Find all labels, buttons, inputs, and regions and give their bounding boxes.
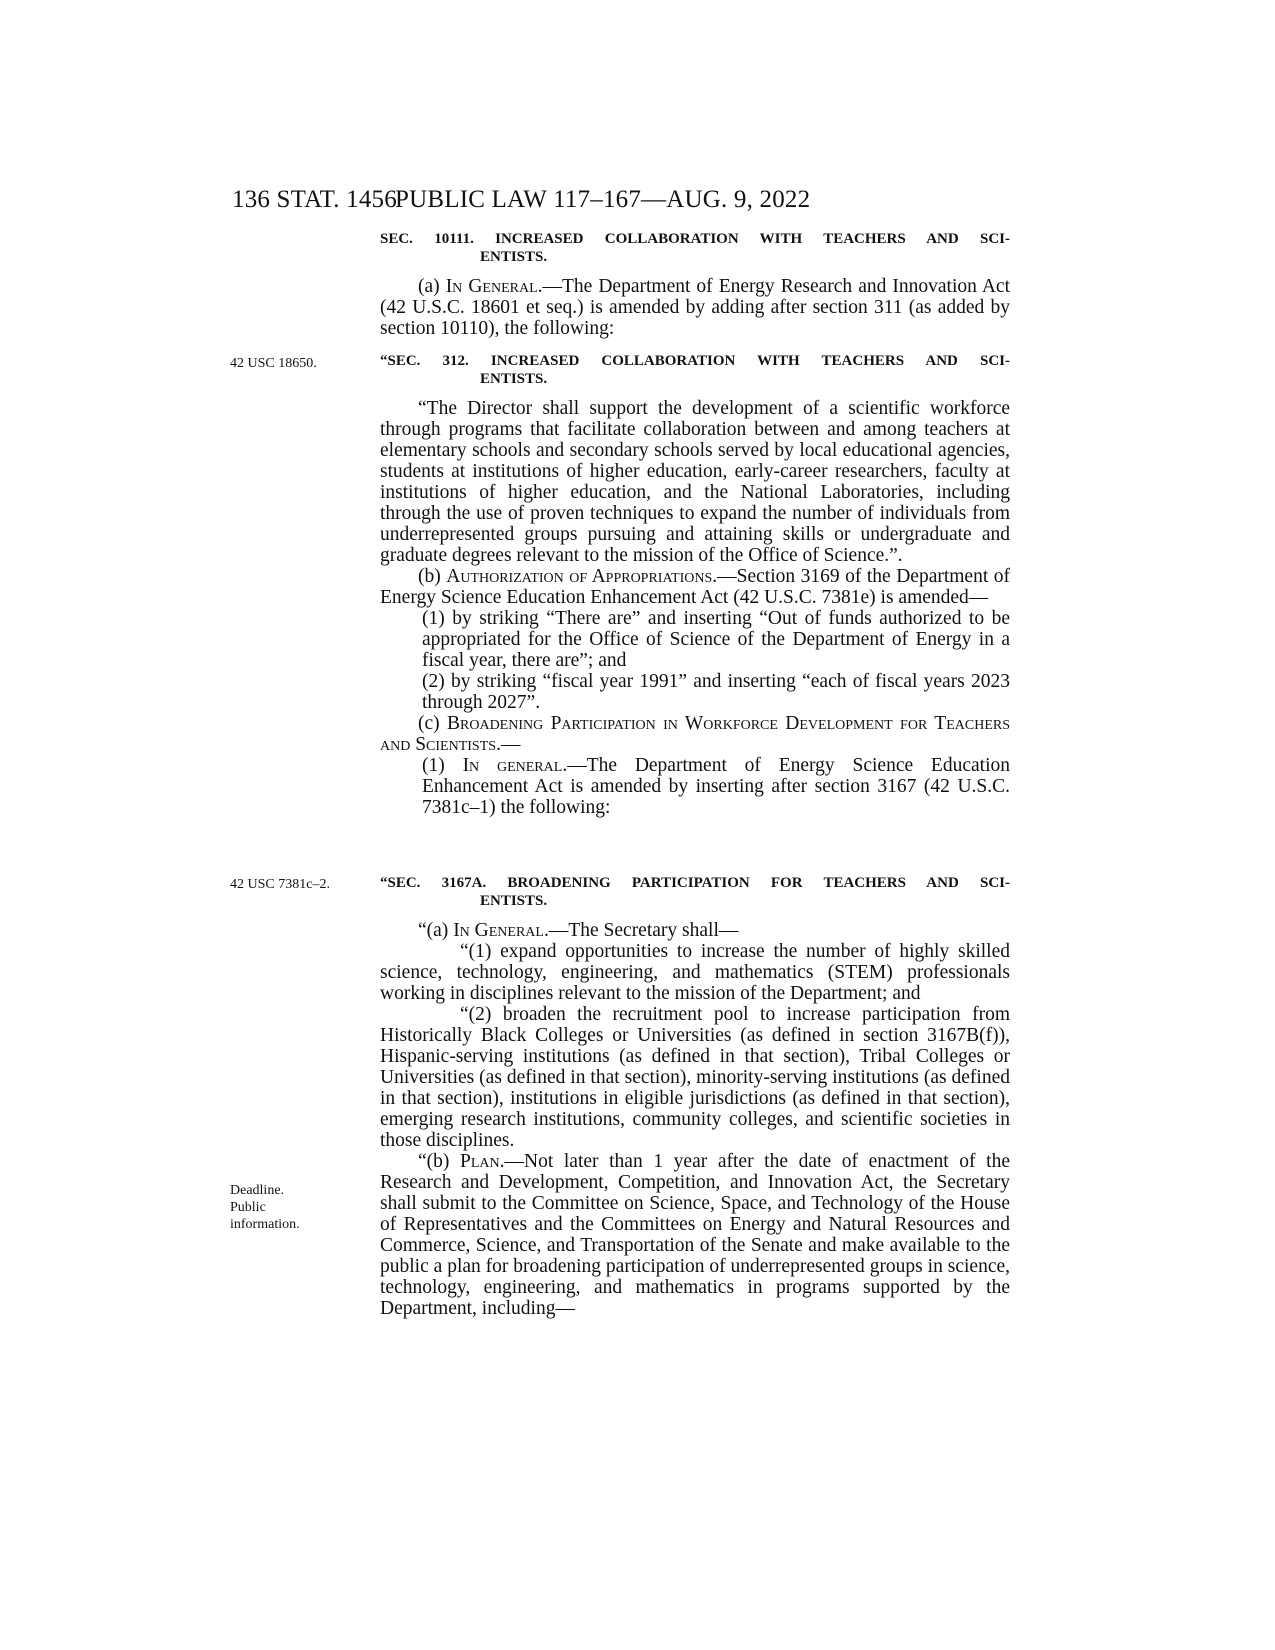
text: .—The Department of Energy Research and Innovation Act (42 U.S.C. 18601 et seq.) is amended by adding after section 311 (as added by section 10110), the following:	[380, 276, 1010, 339]
section-312-heading	[380, 352, 1010, 388]
label: (a)	[418, 276, 446, 297]
section-heading-line1: SEC. 10111. INCREASED COLLABORATION WITH TEACHERS AND SCI-	[380, 231, 1010, 247]
subsection-b	[380, 566, 1010, 608]
subsection-c	[380, 713, 1010, 755]
text: (1) by striking “There are” and inserting “Out of funds authorized to be appropriated for the Office of Science of the Department of Energy in a fiscal year, there are”; and	[422, 608, 1010, 671]
section-10111-heading	[380, 230, 1010, 266]
label: (c)	[418, 713, 447, 734]
page-header-title: PUBLIC LAW 117–167—AUG. 9, 2022	[395, 186, 811, 213]
text: .—Not later than 1 year after the date of enactment of the Research and Development, Competition, and Innovation Act, the Secretary shall submit to the Committee on Science, Space, and Technology of the House of Representatives and the Committees on Energy and Natural Resources and Commerce, Science, and Transportation of the Senate and make available to the public a plan for broadening participation of underrepresented groups in science, technology, engineering, and mathematics in programs supported by the Department, including—	[380, 1151, 1010, 1319]
subsection-a-item2: “(2) broaden the recruitment pool to increase participation from Historically Black Colleges or Universities (as defined in section 3167B(f)), Hispanic-serving institutions (as defined in that section), Tribal Colleges or Universities (as defined in that section), minority-serving institutions (as defined in that section), institutions in eligible jurisdictions (as defined in that section), emerging research institutions, community colleges, and scientific societies in those disciplines.	[380, 1004, 1010, 1151]
subsection-b	[380, 1151, 1010, 1319]
margin-note-line: information.	[230, 1217, 300, 1232]
section-heading-line1: “SEC. 3167A. BROADENING PARTICIPATION FOR TEACHERS AND SCI-	[380, 875, 1010, 891]
subsection-a-item1: “(1) expand opportunities to increase the number of highly skilled science, technology, engineering, and mathematics (STEM) professionals working in disciplines relevant to the mission of the Department; and	[380, 941, 1010, 1004]
subsection-c-item1	[380, 755, 1010, 818]
text: .—Section 3169 of the Department of Energy Science Education Enhancement Act (42 U.S.C. 7381e) is amended—	[380, 566, 1010, 608]
section-heading-line2: ENTISTS.	[480, 249, 548, 265]
margin-note-usc-7381c-2: 42 USC 7381c–2.	[230, 877, 330, 892]
caption: In General	[453, 920, 544, 941]
margin-note-line: Deadline.	[230, 1183, 285, 1198]
section-3167a-heading	[380, 874, 1010, 910]
label: “(b)	[418, 1151, 461, 1172]
section-10111-a	[380, 276, 1010, 339]
subsection-b-item1	[380, 608, 1010, 671]
label: (b)	[418, 566, 447, 587]
section-heading-line2: ENTISTS.	[480, 893, 548, 909]
text: .—The Secretary shall—	[543, 920, 739, 941]
margin-note-deadline	[230, 1182, 300, 1233]
subsection-b-item2: (2) by striking “fiscal year 1991” and inserting “each of fiscal years 2023 through 2027”.	[422, 671, 1010, 713]
caption: In General	[445, 276, 538, 297]
margin-note-line: Public	[230, 1200, 266, 1215]
label: (1)	[422, 755, 463, 776]
caption: Broadening Participation in Workforce Development for Teachers and Scientists	[380, 713, 1010, 755]
text: .—	[496, 734, 521, 755]
caption: Plan	[460, 1151, 500, 1172]
paragraph: “The Director shall support the development of a scientific workforce through programs that facilitate collaboration between and among teachers at elementary schools and secondary schools served by local educational agencies, students at institutions of higher education, early-career researchers, faculty at institutions of higher education, and the National Laboratories, including through the use of proven techniques to expand the number of individuals from underrepresented groups pursuing and attaining skills or undergraduate and graduate degrees relevant to the mission of the Office of Science.”.	[380, 398, 1010, 566]
subsection-a	[380, 920, 1010, 941]
section-312-body	[380, 398, 1010, 818]
paragraph	[380, 276, 1010, 339]
section-3167a-body	[380, 920, 1010, 1319]
page-stat-number: 136 STAT. 1456	[232, 186, 397, 213]
caption: In general	[462, 755, 563, 776]
caption: Authorization of Appropriations	[446, 566, 713, 587]
margin-note-usc-18650: 42 USC 18650.	[230, 356, 317, 371]
section-heading-line2: ENTISTS.	[480, 371, 548, 387]
text: .—The Department of Energy Science Education Enhancement Act is amended by inserting after section 3167 (42 U.S.C. 7381c–1) the following:	[422, 755, 1010, 818]
label: “(a)	[418, 920, 454, 941]
section-heading-line1: “SEC. 312. INCREASED COLLABORATION WITH TEACHERS AND SCI-	[380, 353, 1010, 369]
